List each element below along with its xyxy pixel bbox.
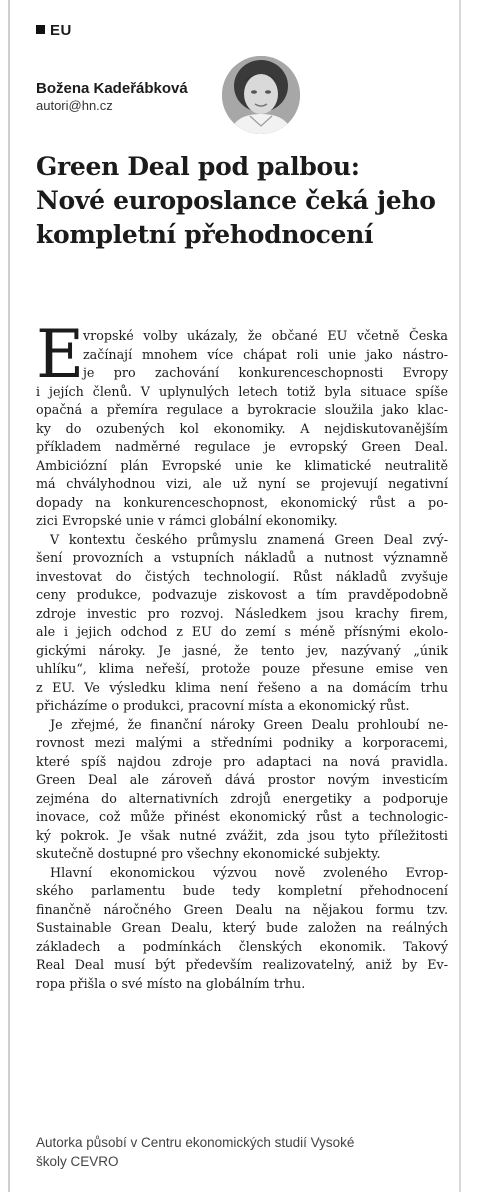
body-line: V kontextu českého průmyslu znamená Green Deal zvý-	[50, 531, 448, 547]
body-line: vropské volby ukázaly, že občané EU včetně Česka	[83, 328, 448, 343]
article-body	[36, 316, 448, 993]
body-line: Real Deal musí být především realizovatelný, aniž by Ev-	[36, 957, 448, 972]
body-line: opačná a přemíra regulace a byrokracie sloužila jako klac-	[36, 402, 448, 417]
column-rule-left	[8, 0, 10, 1192]
headline-line: kompletní přehodnocení	[36, 220, 374, 249]
body-line: z EU. Ve výsledku klima není řešeno a na domácím trhu	[36, 679, 448, 695]
author-email: autori@hn.cz	[36, 98, 113, 113]
body-line: základech a podmínkách členských ekonomik. Takový	[36, 938, 448, 954]
body-line: přicházíme o produkci, pracovní místa a ekonomický růst.	[36, 698, 410, 713]
author-bio-line: školy CEVRO	[36, 1154, 119, 1169]
body-line: šení provozních a vstupních nákladů a nutnost významně	[36, 550, 448, 565]
body-line: zdroje investic pro rozvoj. Následkem jsou krachy firem,	[36, 605, 448, 621]
body-line: finančně náročného Green Dealu na nějakou formu tzv.	[36, 901, 448, 917]
body-line: ky do ozubených kol ekonomiky. A nejdiskutovanějším	[36, 420, 448, 436]
section-label	[36, 22, 72, 39]
body-line: příkladem nadměrné regulace je evropský Green Deal.	[36, 439, 448, 454]
section-square-icon	[36, 25, 45, 34]
body-line: ale i jejich odchod z EU do zemí s méně přísnými ekolo-	[36, 624, 448, 639]
body-line: dopady na konkurenceschopnost, ekonomický růst a po-	[36, 494, 448, 510]
body-line: inovace, což může přinést ekonomický růst a technologic-	[36, 809, 448, 824]
body-line: i jejích členů. V uplynulých letech totiž byla situace spíše	[36, 383, 448, 399]
body-line: Sustainable Grean Dealu, který bude založen na reálných	[36, 920, 448, 935]
body-line: skutečně dostupné pro všechny ekonomické subjekty.	[36, 846, 381, 861]
body-line: rovnost mezi malými a středními podniky a korporacemi,	[36, 735, 448, 750]
body-line: gickými nároky. Je jasné, že tento jev, nazývaný „únik	[36, 642, 448, 658]
body-line: je pro zachování konkurenceschopnosti Evropy	[83, 365, 448, 380]
body-line: ského parlamentu bude tedy kompletní přehodnocení	[36, 883, 448, 898]
author-bio	[36, 1133, 448, 1171]
body-line: ký pokrok. Je však nutné zvážit, zda jsou tyto příležitosti	[36, 827, 448, 843]
article-headline	[36, 150, 446, 252]
headline-line: Green Deal pod palbou:	[36, 152, 360, 181]
drop-cap: E	[36, 316, 85, 393]
headline-line: Nové europoslance čeká jeho	[36, 186, 436, 215]
body-line: které spíš najdou zdroje pro adaptaci na nová pravidla.	[36, 753, 448, 769]
author-portrait-icon	[222, 56, 300, 134]
author-name: Božena Kadeřábková	[36, 80, 188, 97]
body-line: uhlíku“, klima neřeší, protože pouze přesune emise ven	[36, 661, 448, 676]
body-line: zejména do alternativních zdrojů energetiky a podporuje	[36, 790, 448, 806]
column-rule-right	[459, 0, 461, 1192]
author-bio-line: Autorka působí v Centru ekonomických studií Vysoké	[36, 1135, 355, 1150]
body-line: Ambiciózní plán Evropské unie ke klimatické neutralitě	[36, 457, 448, 473]
body-line: má chvályhodnou vizi, ale už nyní se projevují negativní	[36, 476, 448, 491]
body-line: Hlavní ekonomickou výzvou nově zvoleného Evrop-	[50, 864, 448, 880]
body-line: ropa přišla o své místo na globálním trhu.	[36, 975, 306, 991]
section-label-text: EU	[50, 22, 72, 39]
author-photo	[222, 56, 300, 134]
body-line: investovat do čistých technologií. Růst nákladů zvyšuje	[36, 568, 448, 584]
body-line: Je zřejmé, že finanční nároky Green Dealu prohloubí ne-	[50, 716, 448, 732]
body-line: začínají mnohem více chápat roli unie jako nástro-	[83, 346, 448, 362]
body-line: ceny produkce, podvazuje ziskovost a tím pravděpodobně	[36, 587, 448, 602]
body-line: Green Deal ale zároveň dává prostor novým investicím	[36, 772, 448, 787]
body-line: zici Evropské unie v rámci globální ekonomiky.	[36, 513, 338, 528]
